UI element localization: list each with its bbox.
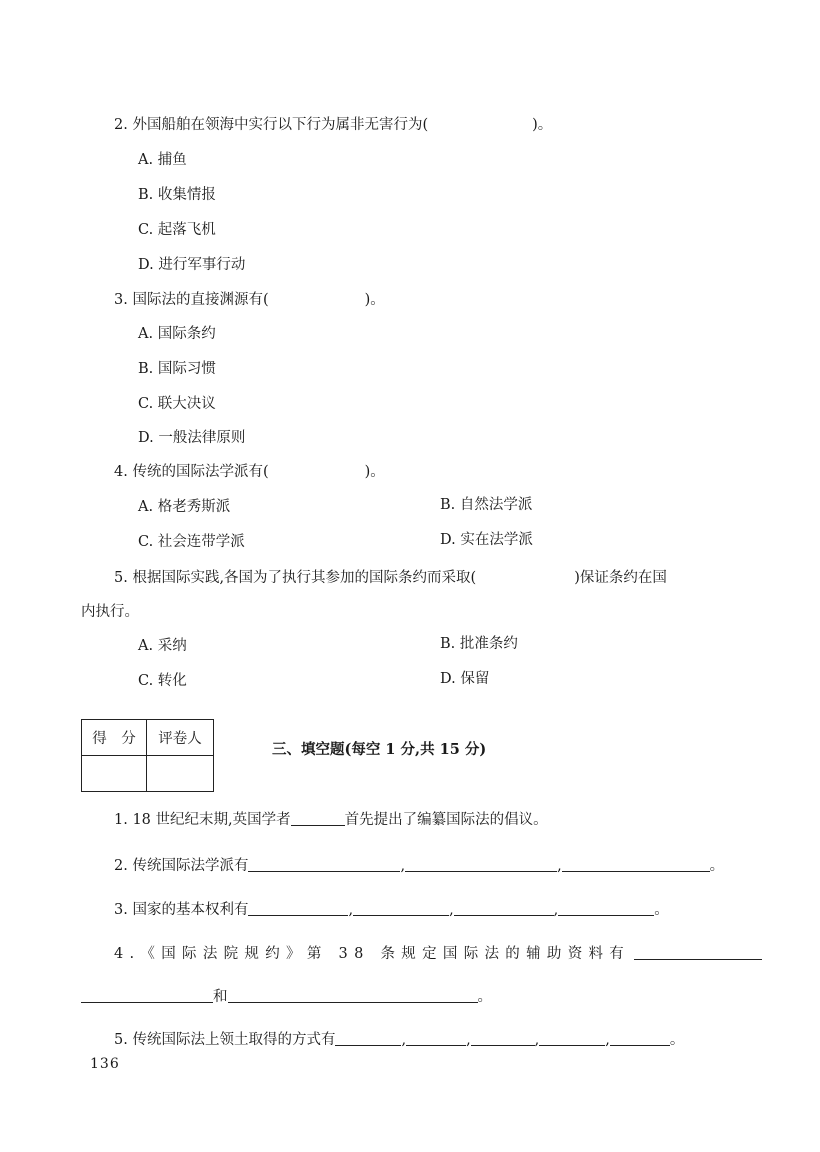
question-3-end: )。: [364, 292, 385, 308]
fill-4-blank-3[interactable]: [228, 987, 478, 1003]
fill-3-blank-2[interactable]: [353, 900, 449, 916]
fill-4-period: 。: [477, 989, 492, 1005]
grader-header: 评卷人: [147, 720, 214, 756]
q4-option-a: A. 格老秀斯派: [138, 499, 231, 515]
fill-5-blank-4[interactable]: [539, 1030, 605, 1046]
fill-2-blank-1[interactable]: [248, 856, 400, 872]
question-5-continuation: 内执行。: [81, 604, 139, 620]
fill-question-3: [114, 900, 669, 920]
fill-2-period: 。: [709, 858, 725, 874]
fill-5-blank-3[interactable]: [471, 1030, 535, 1046]
fill-3-comma-3: ,: [553, 902, 559, 918]
fill-5-comma-1: ,: [401, 1032, 407, 1048]
score-table: [81, 719, 214, 792]
grader-cell[interactable]: [147, 756, 214, 792]
fill-question-1: [114, 810, 548, 830]
fill-question-4: [114, 944, 762, 964]
score-header: 得 分: [82, 720, 147, 756]
q3-option-d: D. 一般法律原则: [138, 430, 246, 446]
q5-option-a: A. 采纳: [138, 638, 187, 654]
score-cell[interactable]: [82, 756, 147, 792]
q5-option-d: D. 保留: [440, 671, 490, 687]
question-2-text: 2. 外国船舶在领海中实行以下行为属非无害行为(: [114, 117, 429, 133]
fill-5-comma-2: ,: [466, 1032, 471, 1048]
fill-5-blank-1[interactable]: [335, 1030, 401, 1046]
fill-4-and: 和: [213, 989, 228, 1005]
question-4: [114, 462, 385, 482]
fill-3-period: 。: [654, 902, 669, 918]
fill-2-comma-2: ,: [557, 858, 562, 874]
fill-5-period: 。: [669, 1032, 685, 1048]
q3-option-c: C. 联大决议: [138, 396, 216, 412]
fill-1-blank[interactable]: [291, 810, 345, 826]
question-3: [114, 290, 385, 310]
fill-2-text: 2. 传统国际法学派有: [114, 858, 249, 874]
question-3-text: 3. 国际法的直接渊源有(: [114, 292, 269, 308]
fill-question-2: [114, 856, 724, 876]
fill-question-4-continuation: [81, 987, 492, 1007]
fill-4-blank-2[interactable]: [81, 987, 213, 1003]
fill-5-text: 5. 传统国际法上领土取得的方式有: [114, 1032, 336, 1048]
fill-3-blank-3[interactable]: [454, 900, 554, 916]
fill-2-comma-1: ,: [400, 858, 406, 874]
fill-5-blank-2[interactable]: [406, 1030, 466, 1046]
question-4-text: 4. 传统的国际法学派有(: [114, 464, 269, 480]
question-2: [114, 115, 552, 135]
fill-2-blank-2[interactable]: [405, 856, 557, 872]
q2-option-d: D. 进行军事行动: [138, 257, 246, 273]
fill-5-comma-4: ,: [605, 1032, 610, 1048]
fill-5-blank-5[interactable]: [610, 1030, 670, 1046]
q3-option-a: A. 国际条约: [138, 326, 216, 342]
fill-1-text-end: 首先提出了编纂国际法的倡议。: [344, 812, 548, 828]
section-title: 三、填空题(每空 1 分,共 15 分): [272, 741, 487, 758]
question-5-text: 5. 根据国际实践,各国为了执行其参加的国际条约而采取(: [114, 570, 477, 586]
q2-option-b: B. 收集情报: [138, 187, 216, 203]
fill-4-text: 4.《国际法院规约》第 38 条规定国际法的辅助资料有: [114, 946, 631, 962]
fill-3-comma-2: ,: [449, 902, 454, 918]
q3-option-b: B. 国际习惯: [138, 361, 216, 377]
fill-3-comma-1: ,: [348, 902, 354, 918]
fill-1-text: 1. 18 世纪纪末期,英国学者: [114, 812, 291, 828]
q2-option-a: A. 捕鱼: [138, 152, 187, 168]
q4-option-c: C. 社会连带学派: [138, 534, 245, 550]
question-5-end: )保证条约在国: [574, 570, 667, 586]
question-4-end: )。: [364, 464, 385, 480]
fill-question-5: [114, 1030, 684, 1050]
q4-option-b: B. 自然法学派: [440, 497, 533, 513]
question-2-end: )。: [532, 117, 553, 133]
fill-3-blank-4[interactable]: [558, 900, 654, 916]
fill-3-text: 3. 国家的基本权利有: [114, 902, 249, 918]
q5-option-c: C. 转化: [138, 673, 187, 689]
q5-option-b: B. 批准条约: [440, 636, 518, 652]
q4-option-d: D. 实在法学派: [440, 532, 533, 548]
fill-4-blank-1[interactable]: [634, 944, 762, 960]
fill-5-comma-3: ,: [534, 1032, 540, 1048]
q2-option-c: C. 起落飞机: [138, 222, 216, 238]
question-5: [114, 568, 667, 588]
fill-2-blank-3[interactable]: [562, 856, 710, 872]
page-number: 136: [90, 1056, 120, 1072]
fill-3-blank-1[interactable]: [248, 900, 348, 916]
